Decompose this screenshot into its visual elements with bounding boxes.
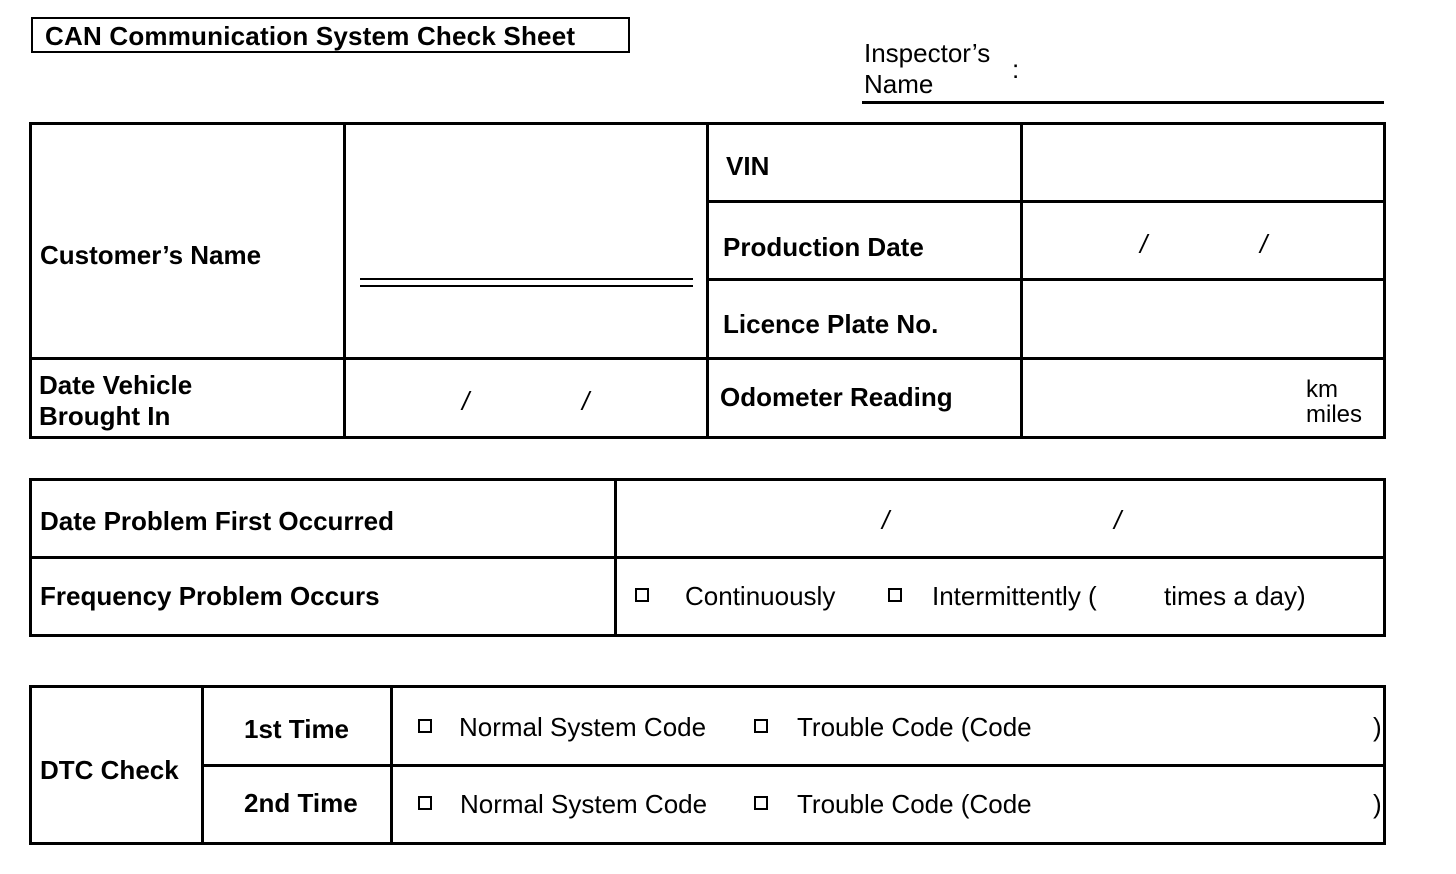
dtc-first-normal-label: Normal System Code bbox=[459, 712, 707, 742]
production-date-sep-1: / bbox=[1140, 229, 1148, 259]
date-brought-in-line2: Brought In bbox=[39, 401, 171, 431]
dtc-second-normal-checkbox[interactable] bbox=[418, 796, 432, 810]
first-occurred-label: Date Problem First Occurred bbox=[40, 506, 394, 536]
first-occurred-sep-1: / bbox=[882, 505, 890, 535]
dtc-second-close-paren: ) bbox=[1373, 789, 1382, 819]
sheet-title: CAN Communication System Check Sheet bbox=[31, 17, 630, 53]
intermittently-label: Intermittently ( bbox=[932, 581, 1097, 611]
inspector-label-line2: Name bbox=[864, 69, 934, 99]
date-brought-in-sep-1: / bbox=[462, 386, 470, 416]
licence-plate-field[interactable] bbox=[1023, 281, 1383, 357]
odometer-unit-km: km bbox=[1306, 376, 1338, 403]
dtc-first-close-paren: ) bbox=[1373, 712, 1382, 742]
dtc-first-trouble-checkbox[interactable] bbox=[754, 719, 768, 733]
odometer-label: Odometer Reading bbox=[720, 382, 953, 412]
date-brought-in-label bbox=[39, 370, 192, 432]
dtc-second-time-label: 2nd Time bbox=[244, 788, 358, 818]
date-brought-in-sep-2: / bbox=[582, 386, 590, 416]
dtc-second-trouble-label: Trouble Code (Code bbox=[797, 789, 1032, 819]
dtc-second-trouble-checkbox[interactable] bbox=[754, 796, 768, 810]
dtc-second-normal-label: Normal System Code bbox=[460, 789, 708, 819]
licence-plate-label: Licence Plate No. bbox=[723, 309, 939, 339]
continuously-label: Continuously bbox=[685, 581, 836, 611]
times-a-day-label: times a day) bbox=[1164, 581, 1306, 611]
odometer-units bbox=[1306, 377, 1362, 427]
intermittently-checkbox[interactable] bbox=[888, 588, 902, 602]
inspector-name-label bbox=[864, 38, 990, 100]
first-occurred-sep-2: / bbox=[1114, 505, 1122, 535]
dtc-first-trouble-label: Trouble Code (Code bbox=[797, 712, 1032, 742]
customer-name-field[interactable] bbox=[346, 125, 706, 357]
frequency-label: Frequency Problem Occurs bbox=[40, 581, 380, 611]
inspector-label-line1: Inspector’s bbox=[864, 38, 991, 68]
dtc-first-normal-checkbox[interactable] bbox=[418, 719, 432, 733]
date-brought-in-line1: Date Vehicle bbox=[39, 370, 193, 400]
continuously-checkbox[interactable] bbox=[635, 588, 649, 602]
vin-field[interactable] bbox=[1023, 125, 1383, 200]
vin-label: VIN bbox=[726, 151, 770, 181]
odometer-unit-miles: miles bbox=[1306, 401, 1363, 428]
dtc-check-label: DTC Check bbox=[40, 755, 179, 785]
production-date-label: Production Date bbox=[723, 232, 924, 262]
inspector-colon: : bbox=[1012, 54, 1020, 84]
inspector-name-field[interactable] bbox=[862, 101, 1384, 104]
dtc-first-time-label: 1st Time bbox=[244, 714, 350, 744]
customer-name-label: Customer’s Name bbox=[40, 240, 262, 270]
production-date-sep-2: / bbox=[1260, 229, 1268, 259]
